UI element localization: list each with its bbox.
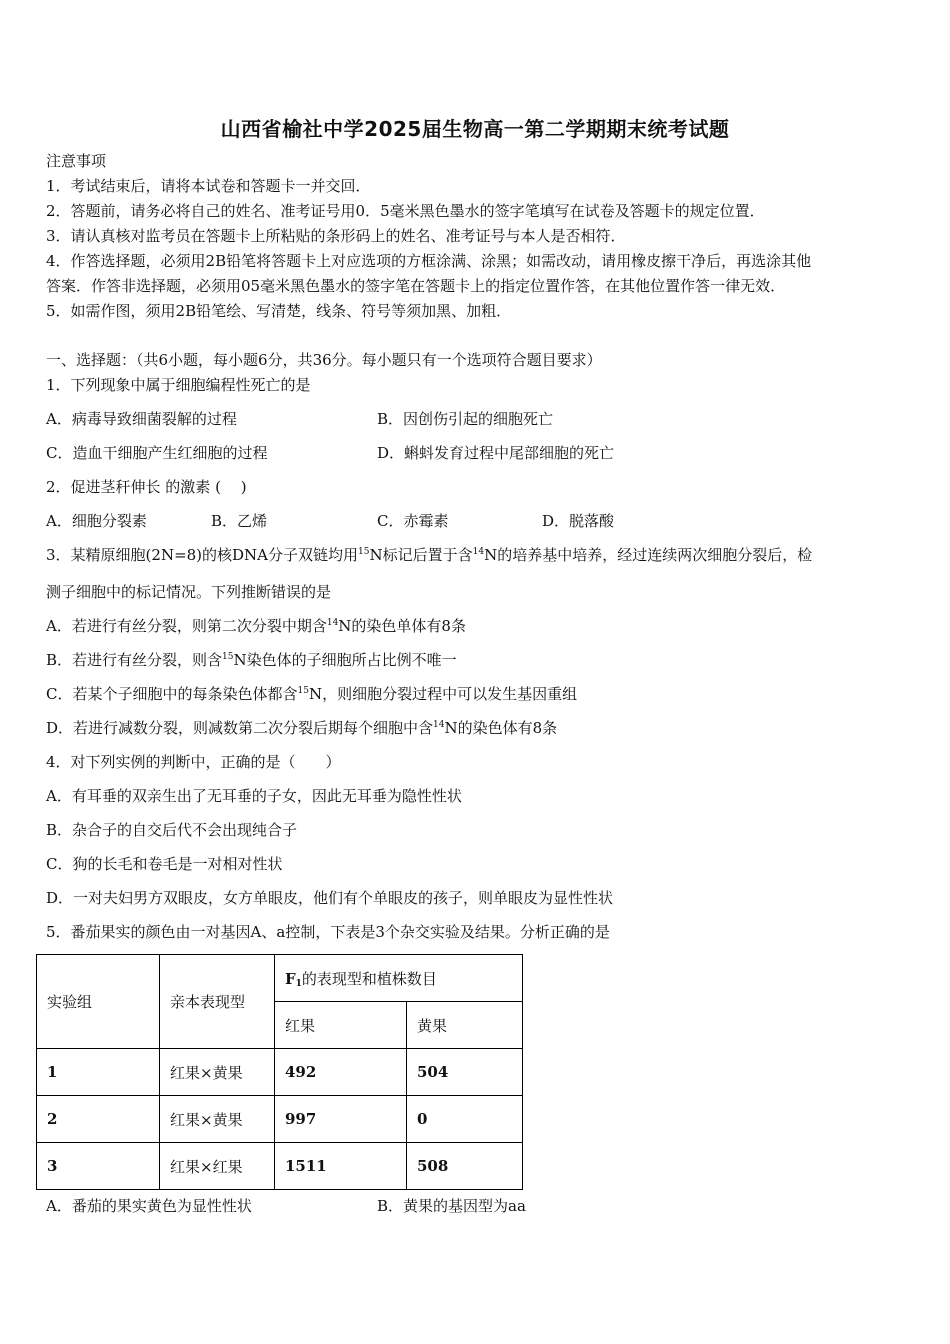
header-parent: 亲本表现型 <box>160 955 275 1049</box>
notice-heading: 注意事项 <box>46 152 107 170</box>
q4-option-d[interactable]: D．一对夫妇男方双眼皮，女方单眼皮，他们有个单眼皮的孩子，则单眼皮为显性性状 <box>46 889 614 907</box>
q1-option-d[interactable]: D．蝌蚪发育过程中尾部细胞的死亡 <box>377 444 615 462</box>
q1-option-a[interactable]: A．病毒导致细菌裂解的过程 <box>46 410 237 428</box>
f1-symbol: F <box>285 969 296 988</box>
q2-option-c[interactable]: C．赤霉素 <box>377 512 449 530</box>
notice-item: 4．作答选择题，必须用2B铅笔将答题卡上对应选项的方框涂满、涂黑；如需改动，请用橡皮擦干净后，再选涂其他 <box>46 252 812 270</box>
q3-option-text: N的染色体有8条 <box>444 719 558 737</box>
cell-parent: 红果×黄果 <box>160 1096 275 1143</box>
isotope-superscript: 14 <box>433 720 445 730</box>
question-4-stem: 4．对下列实例的判断中，正确的是（ ） <box>46 753 341 771</box>
cell-group: 2 <box>37 1096 160 1143</box>
isotope-superscript: 14 <box>472 547 485 557</box>
cell-yellow: 504 <box>407 1049 523 1096</box>
header-group: 实验组 <box>37 955 160 1049</box>
question-1-stem: 1．下列现象中属于细胞编程性死亡的是 <box>46 376 311 394</box>
isotope-superscript: 14 <box>326 618 339 628</box>
q3-option-text: B．若进行有丝分裂，则含 <box>46 651 223 669</box>
table-row <box>37 1143 523 1190</box>
q2-option-a[interactable]: A．细胞分裂素 <box>46 512 147 530</box>
cell-yellow: 508 <box>407 1143 523 1190</box>
notice-item: 3．请认真核对监考员在答题卡上所粘贴的条形码上的姓名、准考证号与本人是否相符． <box>46 227 626 245</box>
notice-item: 5．如需作图，须用2B铅笔绘、写清楚，线条、符号等须加黑、加粗． <box>46 302 512 320</box>
cell-group: 1 <box>37 1049 160 1096</box>
cell-parent: 红果×红果 <box>160 1143 275 1190</box>
isotope-superscript: 15 <box>222 652 234 662</box>
cell-group: 3 <box>37 1143 160 1190</box>
table-row <box>37 1049 523 1096</box>
header-f1 <box>275 955 523 1002</box>
header-red: 红果 <box>275 1002 407 1049</box>
isotope-superscript: 15 <box>358 547 370 557</box>
cell-red: 492 <box>275 1049 407 1096</box>
q3-option-text: N，则细胞分裂过程中可以发生基因重组 <box>308 685 578 703</box>
q2-option-d[interactable]: D．脱落酸 <box>542 512 615 530</box>
q3-option-text: N的染色单体有8条 <box>338 617 466 635</box>
q3-option-c[interactable] <box>46 684 577 704</box>
section-heading: 一、选择题：（共6小题，每小题6分，共36分。每小题只有一个选项符合题目要求） <box>46 351 602 369</box>
q4-option-c[interactable]: C．狗的长毛和卷毛是一对相对性状 <box>46 855 283 873</box>
notice-item: 2．答题前，请务必将自己的姓名、准考证号用0．5毫米黑色墨水的签字笔填写在试卷及答题卡的规定位置． <box>46 202 765 220</box>
question-2-stem: 2．促进茎秆伸长 的激素 ( ) <box>46 478 247 496</box>
question-3-stem <box>46 545 812 565</box>
q3-stem-part: 3．某精原细胞(2N=8)的核DNA分子双链均用 <box>46 546 359 564</box>
q3-stem-part: N的培养基中培养，经过连续两次细胞分裂后，检 <box>484 546 813 564</box>
page-title: 山西省榆社中学2025届生物高一第二学期期末统考试题 <box>220 117 730 141</box>
f1-subscript: 1 <box>295 978 302 989</box>
question-5-stem: 5．番茄果实的颜色由一对基因A、a控制，下表是3个杂交实验及结果。分析正确的是 <box>46 923 610 941</box>
table-row <box>37 1096 523 1143</box>
f1-header-text: 的表现型和植株数目 <box>301 969 437 988</box>
cell-red: 1511 <box>275 1143 407 1190</box>
q5-option-a[interactable]: A．番茄的果实黄色为显性性状 <box>46 1197 252 1215</box>
q3-option-a[interactable] <box>46 616 466 636</box>
q2-option-b[interactable]: B．乙烯 <box>211 512 268 530</box>
notice-item: 1．考试结束后，请将本试卷和答题卡一并交回． <box>46 177 371 195</box>
q5-option-b[interactable]: B．黄果的基因型为aa <box>377 1197 526 1215</box>
q3-option-text: N染色体的子细胞所占比例不唯一 <box>233 651 457 669</box>
q4-option-a[interactable]: A．有耳垂的双亲生出了无耳垂的子女，因此无耳垂为隐性性状 <box>46 787 462 805</box>
cross-results-table <box>36 954 523 1190</box>
q3-option-text: C．若某个子细胞中的每条染色体都含 <box>46 685 298 703</box>
q1-option-c[interactable]: C．造血干细胞产生红细胞的过程 <box>46 444 268 462</box>
q3-stem-part: N标记后置于含 <box>369 546 473 564</box>
q1-option-b[interactable]: B．因创伤引起的细胞死亡 <box>377 410 554 428</box>
cell-yellow: 0 <box>407 1096 523 1143</box>
question-3-stem-line2: 测子细胞中的标记情况。下列推断错误的是 <box>46 583 332 601</box>
header-yellow: 黄果 <box>407 1002 523 1049</box>
isotope-superscript: 15 <box>297 686 309 696</box>
q3-option-d[interactable] <box>46 718 557 738</box>
q3-option-b[interactable] <box>46 650 457 670</box>
q3-option-text: A．若进行有丝分裂，则第二次分裂中期含 <box>46 617 327 635</box>
q3-option-text: D．若进行减数分裂，则减数第二次分裂后期每个细胞中含 <box>46 719 434 737</box>
notice-item: 答案．作答非选择题，必须用05毫米黑色墨水的签字笔在答题卡上的指定位置作答，在其他位置作答一律无效． <box>46 277 786 295</box>
cell-red: 997 <box>275 1096 407 1143</box>
cell-parent: 红果×黄果 <box>160 1049 275 1096</box>
q4-option-b[interactable]: B．杂合子的自交后代不会出现纯合子 <box>46 821 298 839</box>
